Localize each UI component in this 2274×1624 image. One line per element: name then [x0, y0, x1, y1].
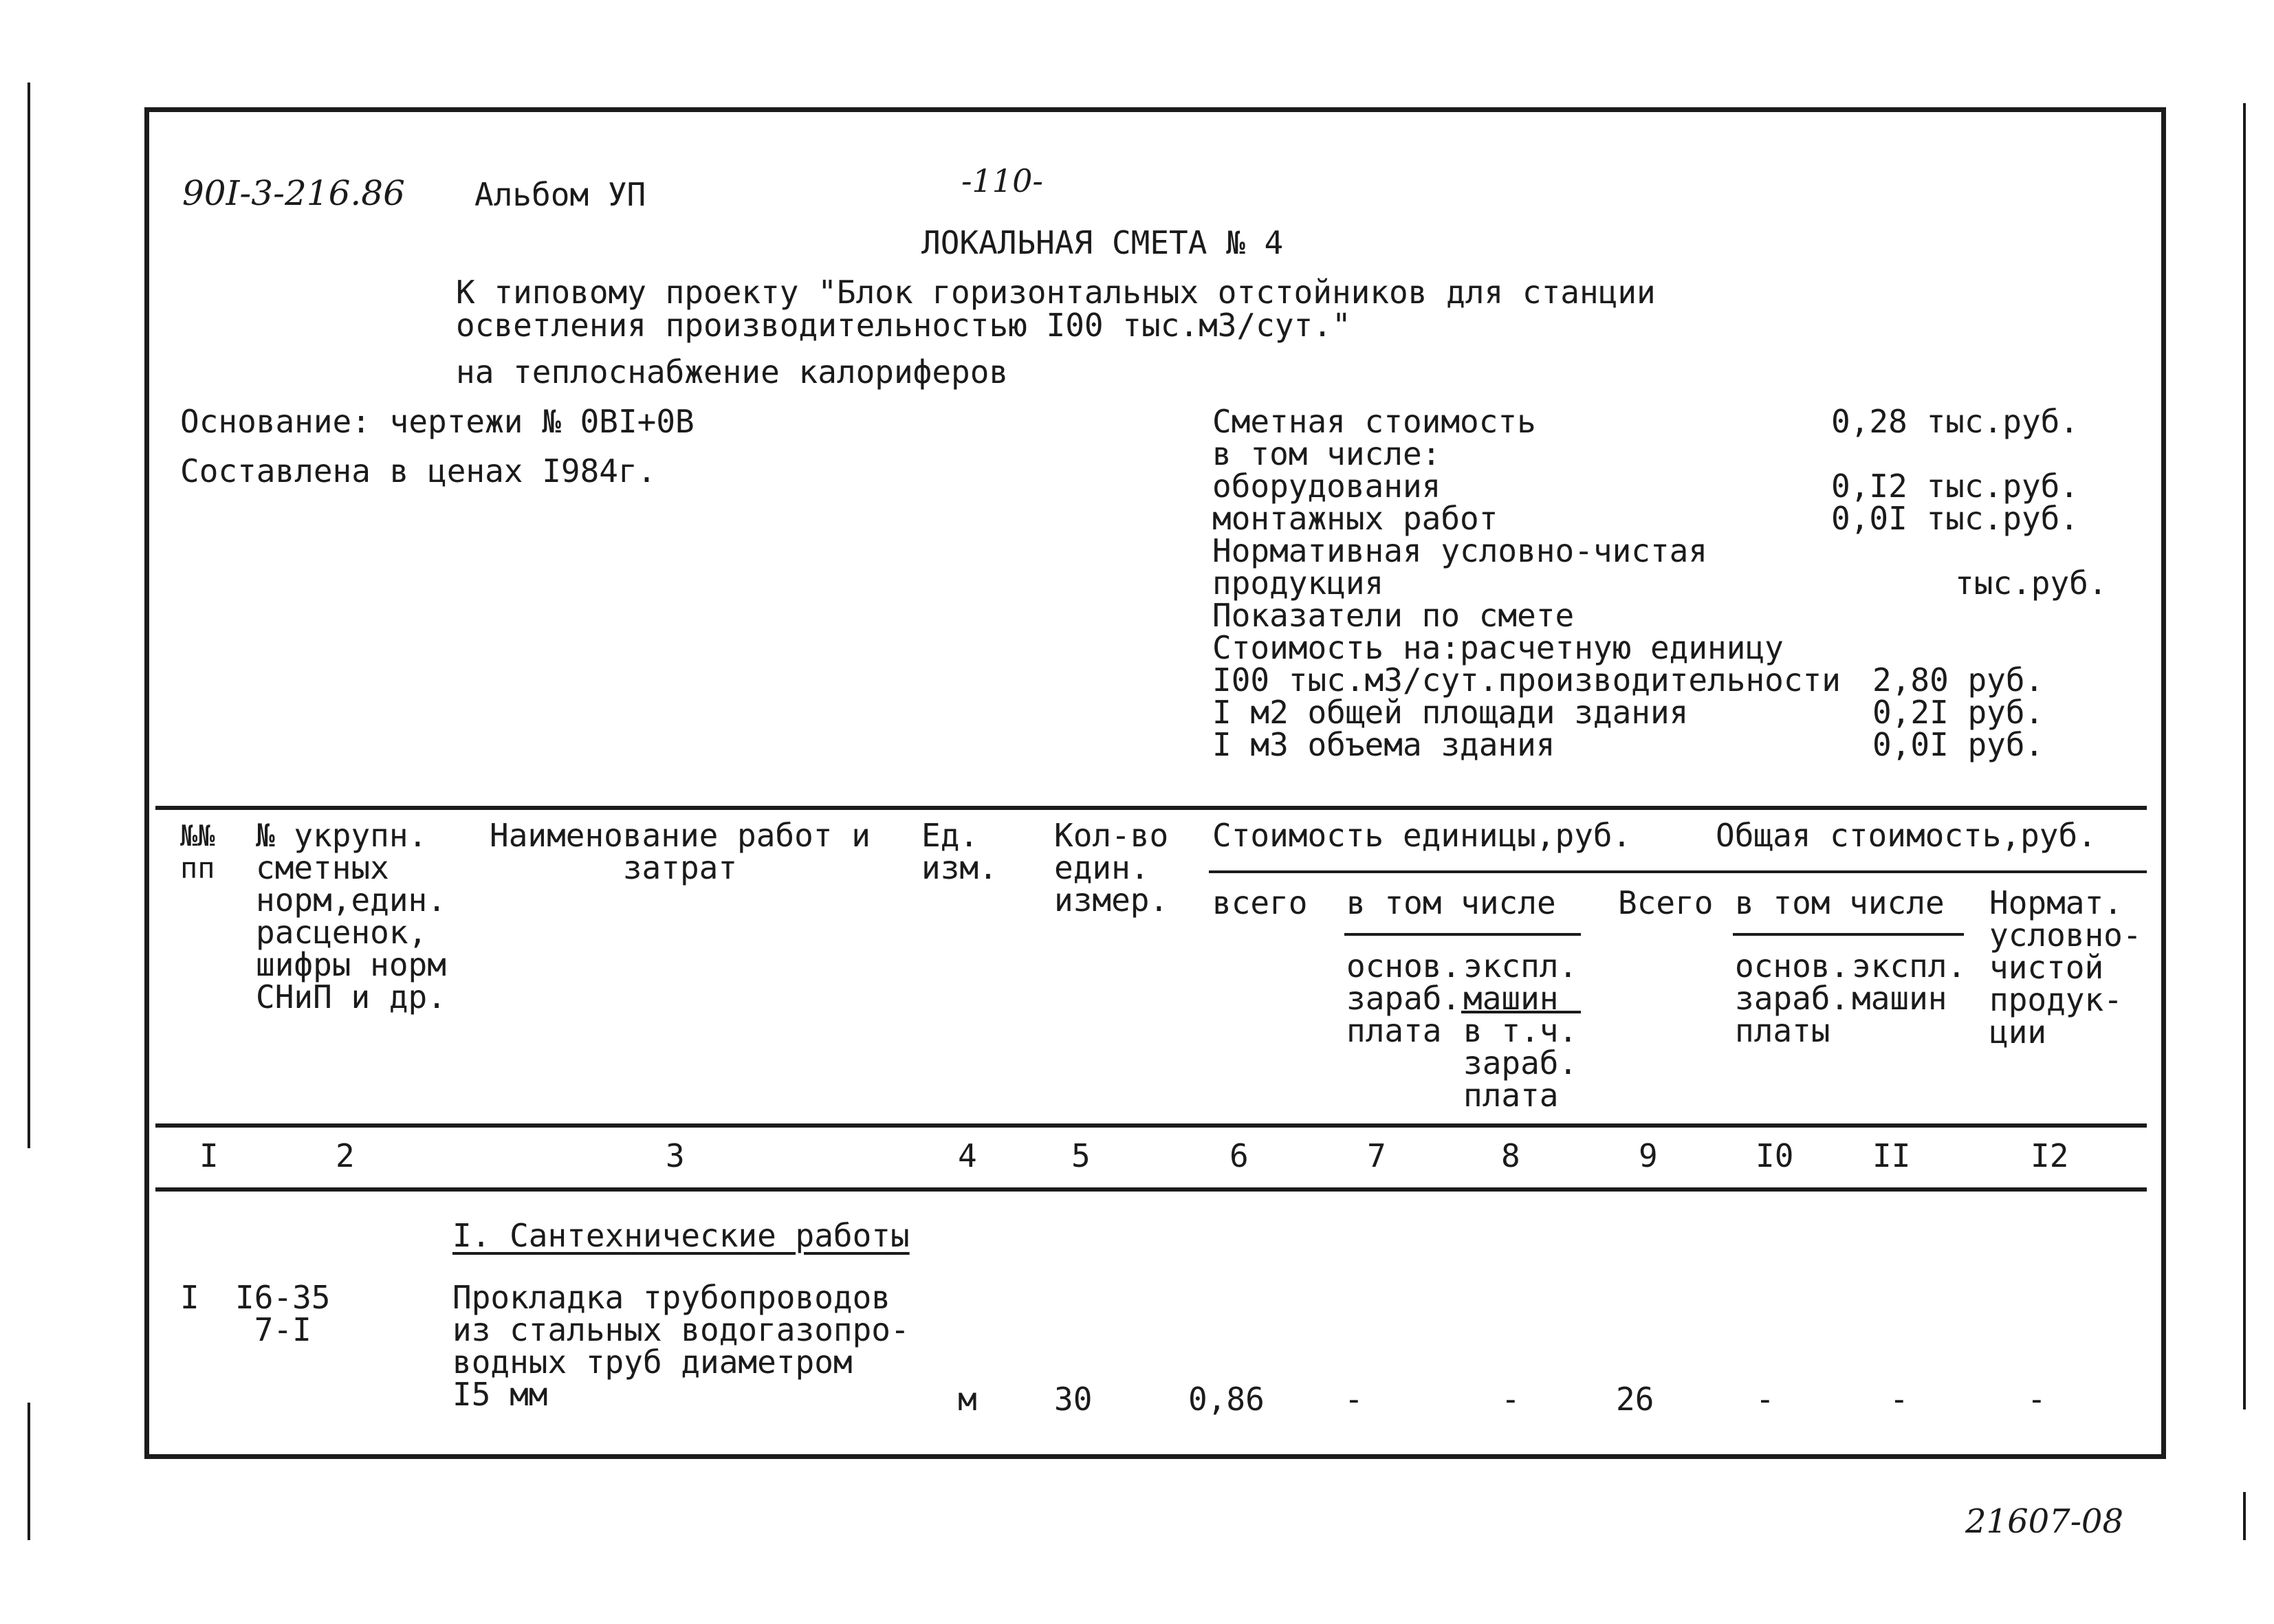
col-header-normative: Нормат. условно- чистой продук- ции [1989, 884, 2142, 1051]
sheet-code: 21607-08 [1965, 1502, 2123, 1541]
col-header-total-including: в том числе [1735, 884, 1945, 921]
column-number: I2 [2031, 1137, 2069, 1174]
column-number: 5 [1071, 1137, 1091, 1174]
col-header-total-machines: экспл. машин [1852, 947, 1967, 1017]
right-margin-tick [2243, 1492, 2246, 1540]
row-norm-code: I6-35 7-I [235, 1279, 331, 1348]
column-number: II [1872, 1137, 1911, 1174]
subject-line-2: осветления производительностью I00 тыс.м3/сут." [456, 307, 1351, 344]
row-unit-machines: - [1501, 1381, 1520, 1418]
col-header-unit-cost: Стоимость единицы,руб. [1212, 817, 1632, 854]
subject-line-1: К типовому проекту "Блок горизонтальных отстойников для станции [456, 274, 1656, 311]
col-header-quantity: Кол-во един. измер. [1054, 817, 1169, 919]
project-code: 90I-3-216.86 [182, 173, 405, 213]
normative-value: тыс.руб. [1955, 564, 2108, 602]
col-header-total-wage: основ. зараб. платы [1735, 947, 1850, 1049]
row-unit-total: 0,86 [1188, 1381, 1265, 1418]
col-header-unit-machines: экспл. [1463, 947, 1578, 985]
column-number: 8 [1501, 1137, 1520, 1174]
column-number: 3 [666, 1137, 685, 1174]
col-header-unit-including: в том числе [1346, 884, 1556, 921]
col-header-unit-total: всего [1212, 884, 1308, 921]
unit-cost-rule [1209, 870, 2147, 873]
capacity-label: I00 тыс.м3/сут.производительности [1212, 661, 1841, 699]
row-total: 26 [1616, 1381, 1654, 1418]
column-number: 4 [958, 1137, 977, 1174]
row-unit-wage: - [1344, 1381, 1364, 1418]
column-numbers-rule [155, 1187, 2147, 1192]
header-bottom-rule [155, 1123, 2147, 1128]
col-header-norm-code: № укрупн. сметных норм,един. расценок, шифры норм СНиП и др. [256, 817, 446, 1016]
column-number: 7 [1367, 1137, 1386, 1174]
including-label: в том числе: [1212, 435, 1441, 472]
table-top-rule [155, 806, 2147, 810]
equipment-label: оборудования [1212, 468, 1441, 505]
indicators-label: Показатели по смете [1212, 597, 1575, 634]
col-header-number: №№ пп [180, 819, 215, 885]
col-header-unit-machine-wage: в т.ч. зараб. плата [1463, 1012, 1578, 1114]
col-header-total: Всего [1618, 884, 1714, 921]
col-header-total-cost: Общая стоимость,руб. [1716, 817, 2097, 854]
row-total-machines: - [1890, 1381, 1909, 1418]
row-total-wage: - [1756, 1381, 1775, 1418]
area-label: I м2 общей площади здания [1212, 694, 1689, 731]
normative-label-2: продукция [1212, 564, 1384, 602]
column-number: I [199, 1137, 219, 1174]
section-title: I. Сантехнические работы [452, 1217, 910, 1254]
document-title: ЛОКАЛЬНАЯ СМЕТА № 4 [921, 224, 1284, 261]
equipment-value: 0,I2 тыс.руб. [1831, 468, 2079, 505]
capacity-value: 2,80 руб. [1872, 661, 2044, 699]
basis-drawings: Основание: чертежи № 0BI+0B [180, 403, 695, 440]
col-header-unit-wage: основ. зараб. плата [1346, 947, 1461, 1049]
right-margin-line [2243, 103, 2246, 1409]
page-number: -110- [961, 162, 1043, 199]
album-label: Альбом УП [474, 176, 646, 213]
row-unit: м [958, 1381, 977, 1418]
volume-label: I м3 объема здания [1212, 726, 1555, 763]
normative-label-1: Нормативная условно-чистая [1212, 532, 1708, 569]
cost-label: Сметная стоимость [1212, 403, 1536, 440]
row-normative: - [2027, 1381, 2046, 1418]
col-header-unit: Ед. изм. [921, 817, 998, 886]
cost-value: 0,28 тыс.руб. [1831, 403, 2079, 440]
column-number: 2 [336, 1137, 355, 1174]
install-label: монтажных работ [1212, 500, 1498, 537]
col-header-unit-machines-2: машин [1463, 980, 1559, 1017]
total-incl-rule [1733, 933, 1964, 936]
col-header-work-name: Наименование работ и затрат [490, 817, 871, 886]
row-work-name: Прокладка трубопроводов из стальных водогазопро- водных труб диаметром I5 мм [452, 1279, 910, 1413]
left-margin-line [28, 83, 30, 1148]
purpose-line: на теплоснабжение калориферов [456, 353, 1009, 391]
left-margin-line-lower [28, 1403, 30, 1540]
per-unit-label: Стоимость на:расчетную единицу [1212, 629, 1784, 666]
volume-value: 0,0I руб. [1872, 726, 2044, 763]
area-value: 0,2I руб. [1872, 694, 2044, 731]
basis-prices: Составлена в ценах I984г. [180, 452, 657, 490]
install-value: 0,0I тыс.руб. [1831, 500, 2079, 537]
unit-incl-rule [1344, 933, 1581, 936]
row-quantity: 30 [1054, 1381, 1093, 1418]
row-number: I [180, 1279, 199, 1316]
column-number: I0 [1756, 1137, 1794, 1174]
column-number: 6 [1229, 1137, 1249, 1174]
column-number: 9 [1639, 1137, 1658, 1174]
